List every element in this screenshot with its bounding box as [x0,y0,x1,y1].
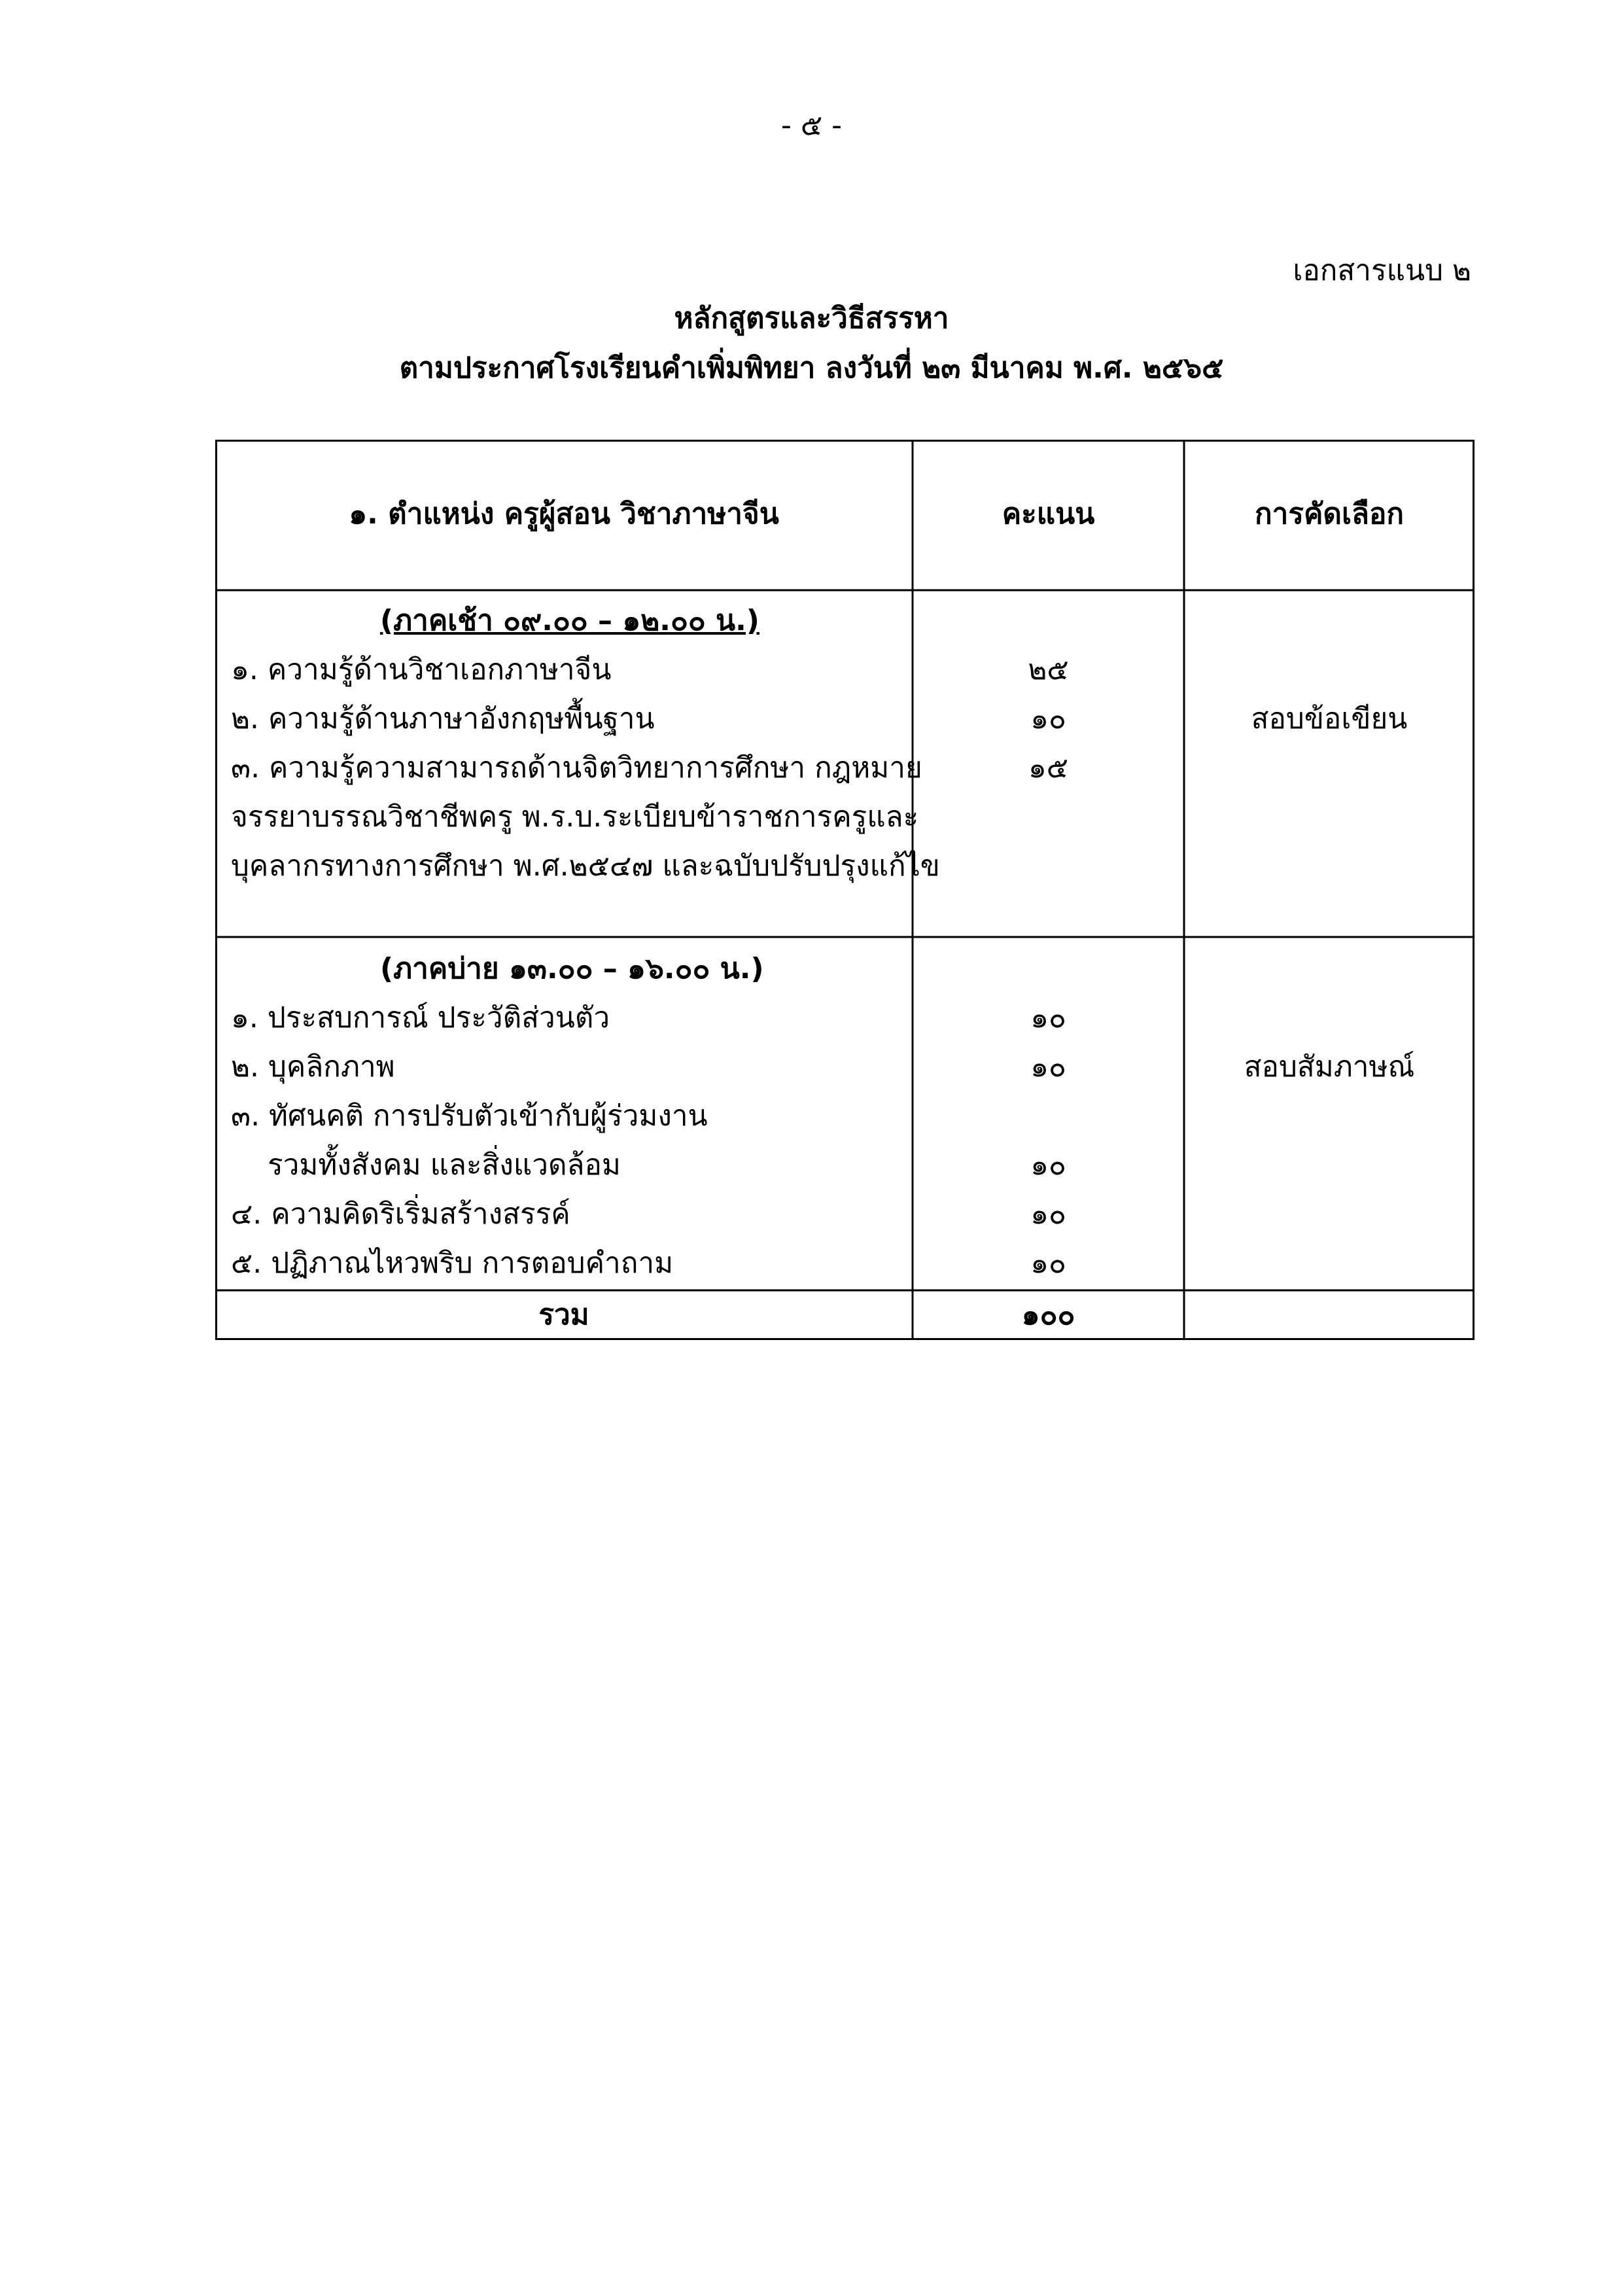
morning-session-heading: (ภาคเช้า ๐๙.๐๐ – ๑๒.๐๐ น.) [380,604,759,637]
header-position: ๑. ตำแหน่ง ครูผู้สอน วิชาภาษาจีน [349,497,779,531]
afternoon-item-5: ๕. ปฏิภาณไหวพริบ การตอบคำถาม [231,1246,674,1280]
morning-item-3-line-2: จรรยาบรรณวิชาชีพครู พ.ร.บ.ระเบียบข้าราชการครูและ [231,800,919,834]
morning-score-2: ๑๐ [1030,702,1066,735]
morning-selection-method: สอบข้อเขียน [1251,702,1408,735]
header-selection-method: การคัดเลือก [1254,497,1405,531]
afternoon-item-3-line-2: รวมทั้งสังคม และสิ่งแวดล้อม [268,1148,621,1182]
total-label: รวม [538,1298,589,1332]
afternoon-item-4: ๔. ความคิดริเริ่มสร้างสรรค์ [231,1197,570,1231]
document-subtitle: ตามประกาศโรงเรียนคำเพิ่มพิทยา ลงวันที่ ๒๓ มีนาคม พ.ศ. ๒๕๖๕ [399,351,1224,385]
afternoon-item-2: ๒. บุคลิกภาพ [231,1050,395,1084]
afternoon-selection-method: สอบสัมภาษณ์ [1244,1050,1415,1084]
document-title: หลักสูตรและวิธีสรรหา [674,302,949,335]
morning-score-1: ๒๕ [1028,653,1069,686]
attachment-label: เอกสารแนบ ๒ [1293,254,1471,287]
afternoon-score-2: ๑๐ [1030,1050,1066,1084]
afternoon-item-3: ๓. ทัศนคติ การปรับตัวเข้ากับผู้ร่วมงาน [231,1099,708,1133]
header-score: คะแนน [1002,497,1095,531]
total-score: ๑๐๐ [1021,1298,1075,1332]
page-number: - ๕ - [780,109,843,142]
morning-item-3-line-3: บุคลากรทางการศึกษา พ.ศ.๒๕๔๗ และฉบับปรับปรุงแก้ไข [231,849,940,883]
afternoon-item-1: ๑. ประสบการณ์ ประวัติส่วนตัว [231,1001,610,1034]
afternoon-score-5: ๑๐ [1030,1246,1066,1280]
morning-item-3: ๓. ความรู้ความสามารถด้านจิตวิทยาการศึกษา กฎหมาย [231,751,922,785]
morning-item-2: ๒. ความรู้ด้านภาษาอังกฤษพื้นฐาน [231,702,655,735]
afternoon-score-1: ๑๐ [1030,1001,1066,1034]
afternoon-score-4: ๑๐ [1030,1197,1066,1231]
selection-criteria-table [215,440,1475,1340]
afternoon-session-heading: (ภาคบ่าย ๑๓.๐๐ – ๑๖.๐๐ น.) [380,952,764,985]
afternoon-score-3: ๑๐ [1030,1148,1066,1182]
morning-item-1: ๑. ความรู้ด้านวิชาเอกภาษาจีน [231,653,612,686]
morning-score-3: ๑๕ [1028,751,1069,785]
